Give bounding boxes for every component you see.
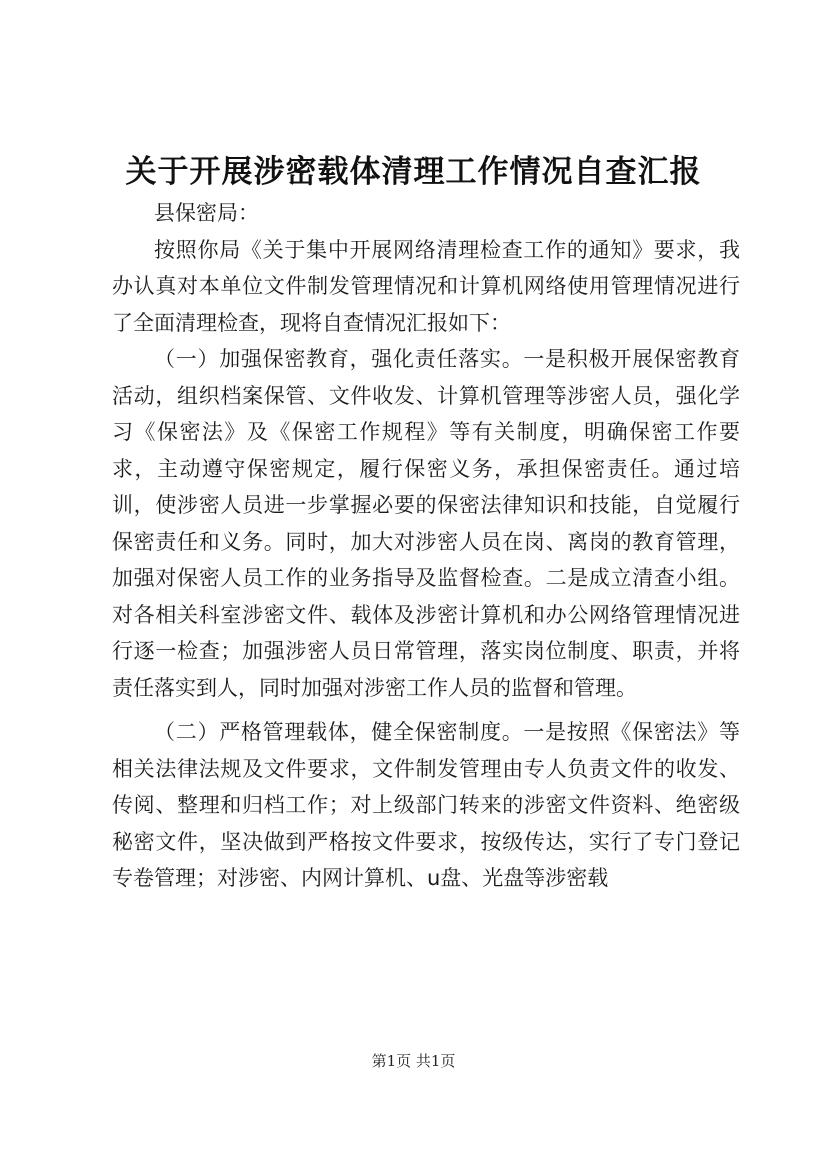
page-footer: 第1页 共1页 [371, 1052, 456, 1070]
paragraph-intro: 按照你局《关于集中开展网络清理检查工作的通知》要求，我办认真对本单位文件制发管理情况和计算机网络使用管理情况进行了全面清理检查，现将自查情况汇报如下： [112, 237, 740, 335]
salutation: 县保密局： [154, 201, 259, 225]
document-title: 关于开展涉密载体清理工作情况自查汇报 [125, 154, 702, 190]
paragraph-section-2: （二）严格管理载体，健全保密制度。一是按照《保密法》等相关法律法规及文件要求，文件制发管理由专人负责文件的收发、传阅、整理和归档工作；对上级部门转来的涉密文件资料、绝密级秘密文件，坚决做到严格按文件要求，按级传达，实行了专门登记专卷管理；对涉密、内网计算机、u盘、光盘等涉密载 [112, 720, 740, 890]
document-body [112, 195, 740, 897]
paragraph-section-1: （一）加强保密教育，强化责任落实。一是积极开展保密教育活动，组织档案保管、文件收发、计算机管理等涉密人员，强化学习《保密法》及《保密工作规程》等有关制度，明确保密工作要求，主动遵守保密规定，履行保密义务，承担保密责任。通过培训，使涉密人员进一步掌握必要的保密法律知识和技能，自觉履行保密责任和义务。同时，加大对涉密人员在岗、离岗的教育管理，加强对保密人员工作的业务指导及监督检查。二是成立清查小组。对各相关科室涉密文件、载体及涉密计算机和办公网络管理情况进行逐一检查；加强涉密人员日常管理，落实岗位制度、职责，并将责任落实到人，同时加强对涉密工作人员的监督和管理。 [112, 347, 740, 700]
